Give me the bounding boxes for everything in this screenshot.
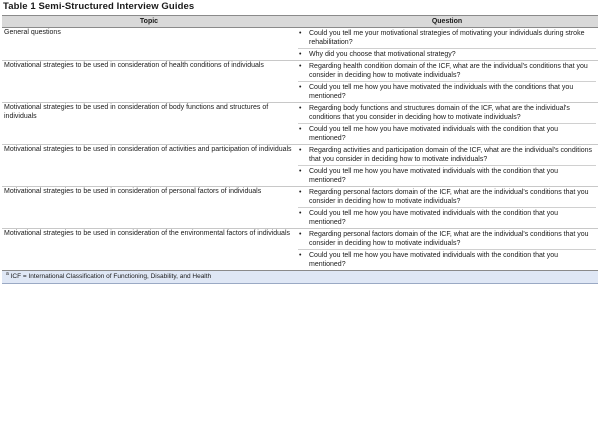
bullet-icon: • xyxy=(299,30,302,37)
question-text: Could you tell me how you have motivated individuals with the condition that you mentioned? xyxy=(309,210,559,226)
question-item xyxy=(298,187,596,207)
question-text: Could you tell me how you have motivated individuals with the condition that you mentioned? xyxy=(309,126,559,142)
question-text: Regarding health condition domain of the ICF, what are the individual's conditions that you consider in deciding how to motivate individuals? xyxy=(309,63,588,79)
topic-cell: Motivational strategies to be used in consideration of health conditions of individuals xyxy=(2,61,296,103)
question-item xyxy=(298,61,596,81)
bullet-icon: • xyxy=(299,210,302,217)
question-column-header: Question xyxy=(296,16,598,28)
bullet-icon: • xyxy=(299,126,302,133)
question-item xyxy=(298,145,596,165)
question-item xyxy=(298,249,596,270)
footnote-mark: a xyxy=(6,270,9,277)
question-item xyxy=(298,165,596,186)
table-footnote xyxy=(2,271,598,284)
topic-cell: Motivational strategies to be used in consideration of personal factors of individuals xyxy=(2,187,296,229)
question-item xyxy=(298,207,596,228)
question-cell xyxy=(296,229,598,271)
bullet-icon: • xyxy=(299,105,302,112)
bullet-icon: • xyxy=(299,147,302,154)
question-cell xyxy=(296,28,598,61)
table-title: Table 1 Semi-Structured Interview Guides xyxy=(3,1,195,12)
table-row xyxy=(2,61,598,103)
table-body xyxy=(2,28,598,284)
table-row xyxy=(2,187,598,229)
bullet-icon: • xyxy=(299,51,302,58)
bullet-icon: • xyxy=(299,252,302,259)
question-item xyxy=(298,103,596,123)
question-text: Regarding personal factors domain of the ICF, what are the individual's conditions that you consider in deciding how to motivate individuals? xyxy=(309,231,589,247)
question-cell xyxy=(296,145,598,187)
topic-cell: General questions xyxy=(2,28,296,61)
bullet-icon: • xyxy=(299,231,302,238)
question-cell xyxy=(296,103,598,145)
question-item xyxy=(298,229,596,249)
question-text: Could you tell me how you have motivated individuals with the condition that you mentioned? xyxy=(309,252,559,268)
question-cell xyxy=(296,187,598,229)
question-text: Why did you choose that motivational strategy? xyxy=(309,51,456,58)
footnote-text: ICF = International Classification of Functioning, Disability, and Health xyxy=(10,273,212,280)
topic-cell: Motivational strategies to be used in consideration of activities and participation of individuals xyxy=(2,145,296,187)
topic-cell: Motivational strategies to be used in consideration of the environmental factors of individuals xyxy=(2,229,296,271)
question-text: Regarding body functions and structures domain of the ICF, what are the individual's conditions that you consider in deciding how to motivate individuals? xyxy=(309,105,570,121)
table-row xyxy=(2,145,598,187)
table-row xyxy=(2,229,598,271)
interview-guide-table xyxy=(2,15,598,284)
topic-column-header: Topic xyxy=(2,16,296,28)
question-text: Regarding activities and participation domain of the ICF, what are the individual's conditions that you consider in deciding how to motivate individuals? xyxy=(309,147,593,163)
topic-cell: Motivational strategies to be used in consideration of body functions and structures of individuals xyxy=(2,103,296,145)
table-header-row xyxy=(2,16,598,28)
table-row xyxy=(2,28,598,61)
question-text: Could you tell me your motivational strategies of motivating your individuals during stroke rehabilitation? xyxy=(309,30,585,46)
question-item xyxy=(298,123,596,144)
question-text: Could you tell me how you have motivated the individuals with the conditions that you mentioned? xyxy=(309,84,574,100)
bullet-icon: • xyxy=(299,189,302,196)
question-item xyxy=(298,48,596,60)
question-item xyxy=(298,81,596,102)
bullet-icon: • xyxy=(299,84,302,91)
question-item xyxy=(298,28,596,48)
footnote-row xyxy=(2,271,598,284)
question-cell xyxy=(296,61,598,103)
bullet-icon: • xyxy=(299,63,302,70)
question-text: Regarding personal factors domain of the ICF, what are the individual's conditions that you consider in deciding how to motivate individuals? xyxy=(309,189,589,205)
bullet-icon: • xyxy=(299,168,302,175)
question-text: Could you tell me how you have motivated individuals with the condition that you mentioned? xyxy=(309,168,559,184)
table-row xyxy=(2,103,598,145)
